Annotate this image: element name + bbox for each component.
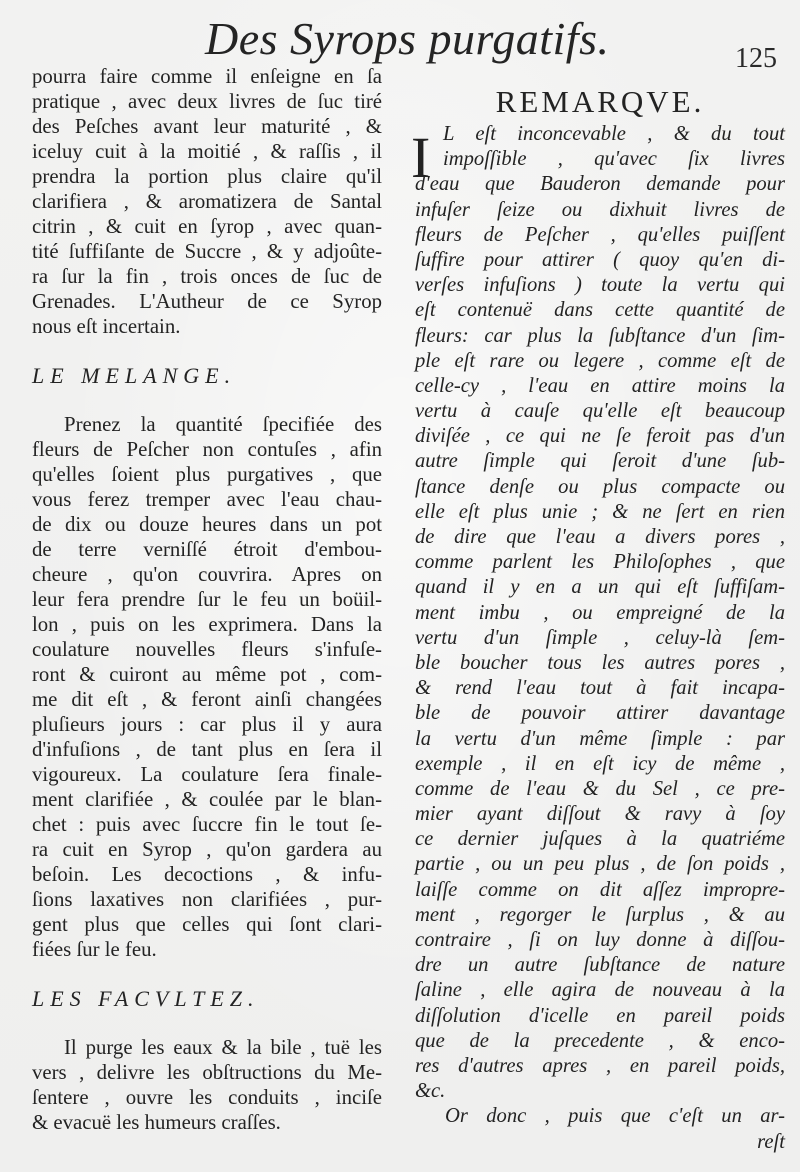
text-line: clarifiera , & aromatizera de Santal [32,190,382,213]
text-line: ſtance denſe ou plus compacte ou [415,475,785,498]
text-line: fleurs: car plus la ſubſtance d'un ſim- [415,324,785,347]
text-line: prendra la portion plus claire qu'il [32,165,382,188]
text-line: ſions laxatives non clarifiées , pur- [32,888,382,911]
text-line: diſſolution d'icelle en pareil poids [415,1004,785,1027]
text-line: dre un autre ſubſtance de nature [415,954,785,977]
text-line: coulature nouvelles fleurs s'infuſe- [32,638,382,661]
page-number: 125 [735,43,777,74]
section-heading-facultez: LES FACVLTEZ. [32,986,260,1011]
text-line: pluſieurs jours : car plus il y aura [32,713,382,736]
text-line: ront & cuiront au même pot , com- [32,663,382,686]
drop-cap: I [411,125,431,190]
text-line: vers , delivre les obſtructions du Me- [32,1061,382,1084]
text-line: res d'autres apres , en pareil poids, [415,1054,785,1077]
text-line: celle-cy , l'eau en attire moins la [415,374,785,397]
text-line: fleurs de Peſcher non contuſes , afin [32,438,382,461]
text-line: Or donc , puis que c'eſt un ar- [445,1105,785,1128]
text-line: laiſſe comme on dit aſſez impropre- [415,878,785,901]
text-line: mier ayant diſſout & ravy à ſoy [415,803,785,826]
text-line: comme de l'eau & du Sel , ce pre- [415,777,785,800]
remarque-title: REMARQVE. [495,84,705,119]
text-line: contraire , ſi on luy donne à diſſou- [415,929,785,951]
text-line: nous eſt incertain. [32,315,181,338]
text-line: gent plus que celles qui ſont clari- [32,913,382,936]
drop-cap-lines [415,122,785,172]
spacer [32,388,382,412]
text-line: de dix ou douze heures dans un pot [32,513,382,536]
text-line: pratique , avec deux livres de ſuc tiré [32,90,382,113]
text-line: fleurs de Peſcher , qu'elles puiſſent [415,223,785,246]
text-line: ra ſur la fin , trois onces de ſuc de [32,265,382,288]
text-line: autre ſimple qui ſeroit d'une ſub- [415,450,785,473]
text-line: vertu à cauſe qu'elle eſt beaucoup [415,400,785,423]
text-line: & evacuë les humeurs craſſes. [32,1111,281,1134]
text-line: fiées ſur le feu. [32,938,157,961]
text-line: comme parlent les Philoſophes , que [415,551,785,574]
text-line: que de la precedente , & enco- [415,1029,785,1052]
text-line: ple eſt rare ou legere , comme eſt de [415,349,785,372]
text-line: pourra faire comme il enſeigne en ſa [32,65,382,88]
text-line: infuſer ſeize ou dixhuit livres de [415,198,785,221]
text-line: eſt contenuë dans cette quantité de [415,299,785,322]
text-line: ra cuit en Syrop , qu'on gardera au [32,838,382,861]
text-line: qu'elles ſoient plus purgatives , que [32,463,382,486]
text-line: ſaline , elle agira de nouveau à la [415,979,785,1002]
text-line: impoſſible , qu'avec ſix livres [443,148,785,171]
text-line: ment , regorger le ſurplus , & au [415,903,785,926]
text-line: ce dernier juſques à la quatriéme [415,828,785,851]
text-line: d'eau que Bauderon demande pour [415,173,785,196]
text-line: d'infuſions , de tant plus en ſera il [32,738,382,761]
text-line: vertu d'un ſimple , celuy-là ſem- [415,626,785,649]
text-line: ble boucher tous les autres pores , [415,651,785,674]
right-column [411,82,785,1155]
text-line: cheure , qu'on couvrira. Apres on [32,563,382,586]
spacer [32,1011,382,1035]
text-line: leur fera prendre ſur le feu un boüil- [32,588,382,611]
text-line: citrin , & cuit en ſyrop , avec quan- [32,215,382,238]
text-line: Grenades. L'Autheur de ce Syrop [32,290,382,313]
text-line: beſoin. Les decoctions , & infu- [32,863,382,886]
section-heading-melange: LE MELANGE. [32,363,237,388]
text-line: ment imbu , ou empreigné de la [415,601,785,624]
catchword: reſt [757,1130,785,1153]
text-line: des Peſches avant leur maturité , & [32,115,382,138]
text-line: de dire que l'eau a divers pores , [415,526,785,548]
text-line: chet : puis avec ſuccre fin le tout ſe- [32,813,382,836]
text-line: de terre verniſſé étroit d'embou- [32,538,382,561]
text-line: diviſée , ce qui ne ſe feroit pas d'un [415,425,785,448]
text-line: me dit eſt , & feront ainſi changées [32,688,382,711]
text-line: tité ſuffiſante de Succre , & y adjoûte- [32,240,382,263]
text-line: Il purge les eaux & la bile , tuë les [64,1036,382,1059]
text-line: ſentere , ouvre les conduits , inciſe [32,1086,382,1109]
text-line: & rend l'eau tout à fait incapa- [415,677,785,700]
spacer [32,962,382,986]
text-line: elle eſt plus unie ; & ne ſert en rien [415,500,785,523]
text-line: la vertu d'un même ſimple : par [415,727,785,750]
text-line: ble de pouvoir attirer davantage [415,702,785,725]
text-line: exemple , il en eſt icy de même , [415,752,785,775]
text-line: quand il y en a un qui eſt ſuffiſam- [415,576,785,599]
text-line: partie , ou un peu plus , de ſon poids , [415,853,785,876]
text-line: ſuffire pour attirer ( quoy qu'en di- [415,248,785,271]
text-line: verſes infuſions ) toute la vertu qui [415,274,785,297]
left-column [32,64,382,1135]
text-line: L eſt inconcevable , & du tout [443,123,785,145]
spacer [32,339,382,363]
text-line: iceluy cuit à la moitié , & raſſis , il [32,140,382,163]
text-line: vous ferez tremper avec l'eau chau- [32,488,382,511]
text-line: ment clarifiée , & coulée par le blan- [32,788,382,811]
text-line: Prenez la quantité ſpecifiée des [64,413,382,436]
text-line: &c. [415,1080,446,1103]
running-head: Des Syrops purgatifs. [205,13,610,64]
text-line: lon , puis on les exprimera. Dans la [32,613,382,636]
text-line: vigoureux. La coulature ſera finale- [32,763,382,786]
